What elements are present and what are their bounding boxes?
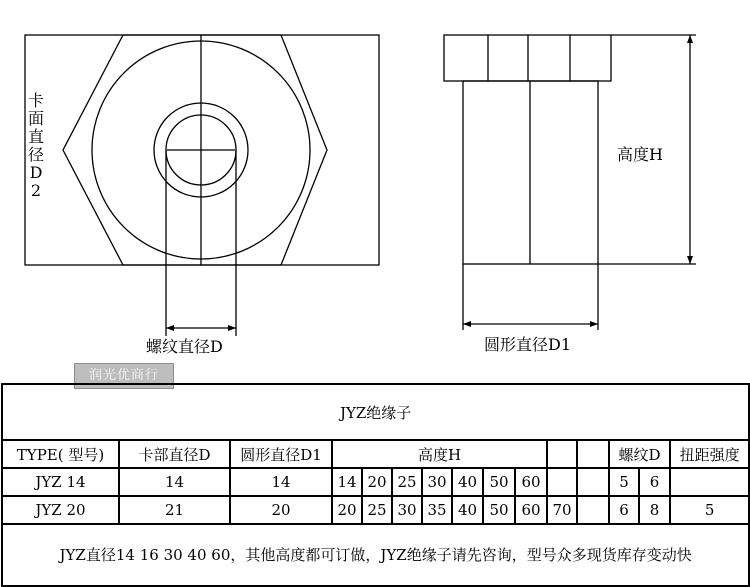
cell-height: 30 <box>392 496 422 524</box>
cell-torque <box>670 468 749 496</box>
header-height-extra-1 <box>547 440 577 468</box>
label-round-diameter-d1: 圆形直径D1 <box>484 335 572 354</box>
header-type: TYPE( 型号) <box>2 440 119 468</box>
cell-thread: 6 <box>639 468 670 496</box>
label-thread-diameter: 螺纹直径D <box>146 337 223 356</box>
label-height-h: 高度H <box>617 145 663 164</box>
cell-height <box>547 468 577 496</box>
cell-d2: 14 <box>119 468 230 496</box>
spec-table <box>1 383 750 587</box>
cell-thread: 6 <box>609 496 639 524</box>
height-arrow-bottom <box>687 256 693 264</box>
d1-arrow-left <box>463 321 471 327</box>
cell-height: 60 <box>515 468 547 496</box>
cell-height <box>577 468 609 496</box>
cell-d1: 14 <box>230 468 332 496</box>
header-torque: 扭距强度 <box>670 440 749 468</box>
cell-height: 70 <box>547 496 577 524</box>
cell-height: 60 <box>515 496 547 524</box>
header-thread: 螺纹D <box>609 440 670 468</box>
cell-height: 20 <box>362 468 392 496</box>
header-height: 高度H <box>332 440 547 468</box>
cell-height: 35 <box>422 496 452 524</box>
table-header-row <box>2 440 749 468</box>
cell-height: 40 <box>452 496 483 524</box>
cell-type: JYZ 14 <box>2 468 119 496</box>
header-d1: 圆形直径D1 <box>230 440 332 468</box>
table-note: JYZ直径14 16 30 40 60，其他高度都可订做，JYZ绝缘子请先咨询，型号众多现货库存变动快 <box>2 524 749 586</box>
height-arrow-top <box>687 35 693 43</box>
cell-type: JYZ 20 <box>2 496 119 524</box>
cell-height <box>577 496 609 524</box>
cell-thread: 8 <box>639 496 670 524</box>
cell-height: 50 <box>483 496 515 524</box>
cell-height: 25 <box>392 468 422 496</box>
cell-torque: 5 <box>670 496 749 524</box>
d1-arrow-right <box>590 321 598 327</box>
thread-dim-arrow-left <box>166 325 174 331</box>
cell-height: 50 <box>483 468 515 496</box>
cell-height: 30 <box>422 468 452 496</box>
thread-dim-arrow-right <box>228 325 236 331</box>
header-d2: 卡部直径D <box>119 440 230 468</box>
cell-height: 40 <box>452 468 483 496</box>
cell-d1: 20 <box>230 496 332 524</box>
cell-height: 20 <box>332 496 362 524</box>
table-row <box>2 468 749 496</box>
header-height-extra-2 <box>577 440 609 468</box>
label-face-diameter-d2: 卡面直径D2 <box>27 91 44 200</box>
cell-height: 14 <box>332 468 362 496</box>
cell-d2: 21 <box>119 496 230 524</box>
table-title: JYZ绝缘子 <box>2 384 749 440</box>
cell-height: 25 <box>362 496 392 524</box>
table-row <box>2 496 749 524</box>
cell-thread: 5 <box>609 468 639 496</box>
watermark-logo: 润光优商行 <box>74 363 174 389</box>
